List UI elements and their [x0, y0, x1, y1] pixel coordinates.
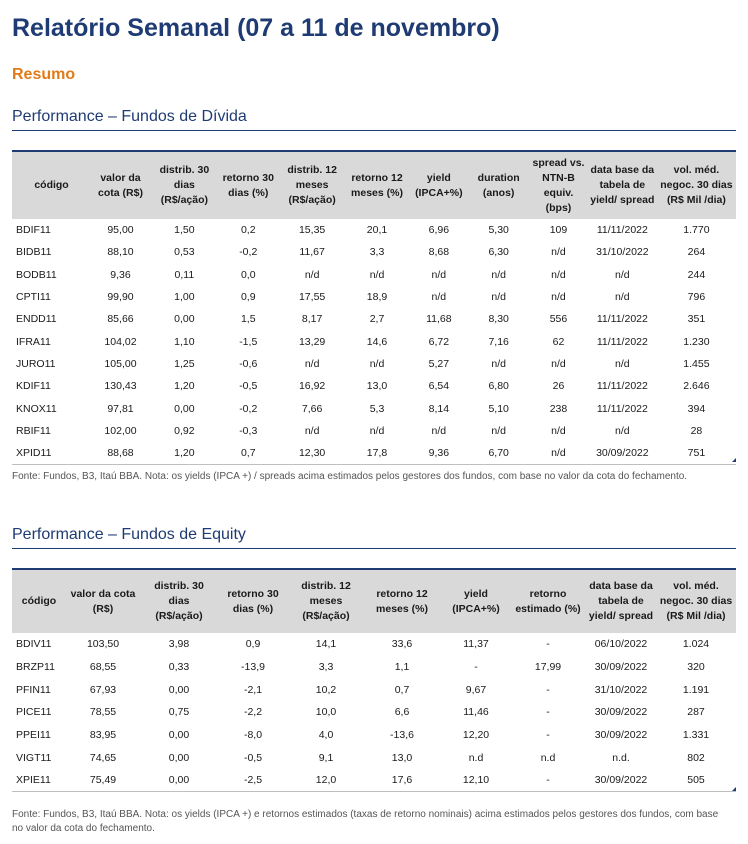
table-cell: 5,30	[488, 224, 509, 237]
fund-code-cell: BDIF11	[16, 224, 51, 237]
debt-section-title: Performance – Fundos de Dívida	[12, 108, 247, 125]
table-cell: 6,80	[488, 380, 509, 393]
table-cell: 30/09/2022	[594, 661, 648, 674]
table-cell: n/d	[491, 357, 506, 370]
table-row	[12, 442, 736, 464]
table-cell: 6,30	[488, 246, 509, 259]
table-cell: -2,2	[243, 706, 263, 719]
table-cell: 10,2	[315, 683, 337, 696]
table-cell: 31/10/2022	[594, 683, 648, 696]
table-cell: 26	[552, 380, 565, 393]
table-cell: 8,68	[428, 246, 450, 259]
table-row	[12, 769, 736, 792]
table-cell: 0,00	[174, 402, 195, 415]
table-cell: 12,0	[290, 769, 362, 792]
table-cell: 14,1	[315, 638, 337, 651]
table-cell: 0,9	[240, 291, 256, 304]
table-cell: 30/09/2022	[586, 769, 656, 792]
table-cell: 264	[687, 246, 706, 259]
fund-code-cell: BDIV11	[16, 638, 52, 651]
table-row	[12, 701, 736, 724]
table-cell: 11,68	[426, 313, 452, 326]
table-cell: -1,5	[239, 335, 258, 348]
table-cell: 0,2	[240, 224, 256, 237]
table-cell: 11,67	[299, 246, 325, 259]
table-cell: 3,98	[168, 638, 190, 651]
table-cell: -0,2	[239, 246, 258, 259]
table-cell: 1,20	[152, 442, 217, 464]
table-cell: 0,9	[245, 638, 261, 651]
table-cell: 505	[656, 769, 736, 792]
table-cell: 5,3	[369, 402, 385, 415]
table-cell: 103,50	[86, 638, 120, 651]
table-cell: n/d	[615, 268, 630, 281]
table-cell: 06/10/2022	[594, 638, 648, 651]
table-row	[12, 633, 736, 656]
table-cell: 11/11/2022	[596, 402, 648, 415]
fund-code-cell: RBIF11	[16, 424, 51, 437]
table-cell: n/d	[551, 268, 566, 281]
table-cell: 13,0	[366, 380, 388, 393]
debt-column-header: yield (IPCA+%)	[409, 151, 468, 219]
table-cell: -	[474, 661, 478, 674]
table-cell: -0,3	[239, 424, 258, 437]
table-cell: n/d	[551, 246, 566, 259]
fund-code-cell: CPTI11	[16, 291, 51, 304]
table-cell: 11,46	[463, 706, 489, 719]
debt-table-footnote: Fonte: Fundos, B3, Itaú BBA. Nota: os yields (IPCA +) / spreads acima estimados pelos gestores dos fundos, com base no valor da cota do fechamento.	[12, 471, 688, 482]
table-cell: 97,81	[107, 402, 134, 415]
table-cell: 20,1	[366, 224, 388, 237]
table-cell: -2,5	[216, 769, 290, 792]
table-cell: 0,0	[240, 268, 256, 281]
table-cell: 1.230	[683, 335, 710, 348]
debt-column-header: retorno 30 dias (%)	[217, 151, 280, 219]
table-row	[12, 678, 736, 701]
summary-heading: Resumo	[12, 66, 76, 83]
table-cell: 796	[687, 291, 706, 304]
table-cell: n/d	[529, 442, 588, 464]
table-row	[12, 656, 736, 679]
table-cell: 1,00	[174, 291, 195, 304]
table-cell: 6,54	[428, 380, 450, 393]
debt-column-header: vol. méd. negoc. 30 dias (R$ Mil /dia)	[657, 151, 736, 219]
table-row	[12, 308, 736, 330]
debt-section-rule	[12, 130, 736, 131]
table-row	[12, 330, 736, 352]
table-cell: 12,10	[442, 769, 510, 792]
equity-column-header: retorno estimado (%)	[510, 569, 586, 633]
table-cell: 1.024	[682, 638, 710, 651]
equity-column-header: yield (IPCA+%)	[442, 569, 510, 633]
equity-column-header: código	[12, 569, 64, 633]
table-cell: 351	[687, 313, 706, 326]
table-cell: 88,10	[107, 246, 134, 259]
table-cell: 17,6	[362, 769, 442, 792]
table-cell: 83,95	[89, 729, 117, 742]
table-cell: -0,5	[243, 751, 263, 764]
fund-code-cell: BIDB11	[16, 246, 52, 259]
table-cell: 1,20	[174, 380, 195, 393]
table-cell: 0,11	[174, 268, 195, 281]
corner-marker-icon	[732, 787, 736, 791]
table-cell: -13,9	[241, 661, 265, 674]
table-cell: 5,27	[428, 357, 450, 370]
table-cell: 17,55	[298, 291, 326, 304]
table-cell: 0,33	[168, 661, 190, 674]
table-row	[12, 746, 736, 769]
table-cell: 9,67	[465, 683, 487, 696]
debt-column-header: spread vs. NTN-B equiv. (bps)	[529, 151, 588, 219]
table-cell: 10,0	[315, 706, 337, 719]
fund-code-cell: KNOX11	[16, 402, 57, 415]
equity-table-footnote: Fonte: Fundos, B3, Itaú BBA. Nota: os yields (IPCA +) e retornos estimados (taxas de retorno nominais) acima estimados pelos gestores dos fundos, com base no valor da cota do fechamento.	[12, 809, 719, 834]
table-cell: 95,00	[107, 224, 134, 237]
table-cell: 6,72	[428, 335, 450, 348]
table-cell: 802	[687, 751, 705, 764]
table-cell: 0,00	[174, 313, 195, 326]
table-cell: 13,0	[391, 751, 413, 764]
equity-column-header: retorno 12 meses (%)	[362, 569, 442, 633]
table-cell: 0,53	[174, 246, 195, 259]
table-cell: 0,7	[394, 683, 410, 696]
table-cell: 88,68	[89, 442, 152, 464]
table-cell: 1.331	[682, 729, 710, 742]
table-cell: 16,92	[298, 380, 326, 393]
equity-column-header: data base da tabela de yield/ spread	[586, 569, 656, 633]
table-cell: 17,8	[345, 442, 410, 464]
table-cell: -	[546, 638, 550, 651]
table-cell: 85,66	[107, 313, 134, 326]
table-cell: 0,92	[174, 424, 195, 437]
equity-funds-table	[12, 568, 736, 792]
table-cell: -	[510, 769, 586, 792]
fund-code-cell: IFRA11	[16, 335, 51, 348]
equity-section-rule	[12, 548, 736, 549]
table-cell: n/d	[304, 424, 320, 437]
table-cell: 11/11/2022	[596, 335, 648, 348]
table-cell: 31/10/2022	[596, 246, 649, 259]
table-cell: 7,66	[301, 402, 323, 415]
table-row	[12, 241, 736, 263]
fund-code-cell: PFIN11	[16, 683, 51, 696]
table-cell: 18,9	[366, 291, 388, 304]
table-cell: n.d	[468, 751, 484, 764]
table-cell: 3,3	[369, 246, 385, 259]
table-cell: n/d	[551, 357, 566, 370]
table-cell: 1.191	[682, 683, 710, 696]
debt-column-header: código	[12, 151, 89, 219]
table-cell: -8,0	[243, 729, 263, 742]
table-cell: n/d	[491, 268, 506, 281]
table-cell: 130,43	[104, 380, 137, 393]
table-cell: 8,17	[301, 313, 323, 326]
equity-table-header-row	[12, 569, 736, 633]
page-title: Relatório Semanal (07 a 11 de novembro)	[12, 14, 500, 42]
table-cell: 13,29	[298, 335, 326, 348]
equity-column-header: vol. méd. negoc. 30 dias (R$ Mil /dia)	[656, 569, 736, 633]
table-cell: n/d	[615, 291, 630, 304]
table-cell: 17,99	[534, 661, 562, 674]
fund-code-cell: PICE11	[16, 706, 52, 719]
table-cell: 2.646	[683, 380, 710, 393]
table-cell: n/d	[551, 291, 566, 304]
table-cell: 1,25	[174, 357, 195, 370]
table-cell: 105,00	[104, 357, 137, 370]
fund-code-cell: ENDD11	[16, 313, 57, 326]
table-cell: 8,14	[428, 402, 450, 415]
table-cell: 244	[687, 268, 706, 281]
table-cell: 8,30	[488, 313, 509, 326]
equity-section-title: Performance – Fundos de Equity	[12, 526, 246, 543]
table-cell: 287	[687, 706, 705, 719]
debt-column-header: distrib. 12 meses (R$/ação)	[280, 151, 345, 219]
fund-code-cell: BRZP11	[16, 661, 55, 674]
table-cell: 75,49	[64, 769, 142, 792]
table-cell: 4,0	[318, 729, 334, 742]
debt-column-header: data base da tabela de yield/ spread	[588, 151, 657, 219]
table-cell: 6,96	[428, 224, 450, 237]
table-cell: n/d	[491, 424, 506, 437]
debt-funds-table	[12, 150, 736, 465]
table-cell: -	[546, 706, 550, 719]
equity-column-header: distrib. 12 meses (R$/ação)	[290, 569, 362, 633]
table-cell: 78,55	[89, 706, 117, 719]
table-cell: n/d	[431, 268, 447, 281]
fund-code-cell: KDIF11	[16, 380, 51, 393]
table-cell: 394	[687, 402, 706, 415]
table-cell: 1,10	[174, 335, 195, 348]
table-cell: 3,3	[318, 661, 334, 674]
table-cell: 15,35	[298, 224, 326, 237]
table-cell: 30/09/2022	[594, 729, 648, 742]
table-cell: 1.455	[683, 357, 710, 370]
table-cell: -0,5	[239, 380, 258, 393]
table-cell: -	[546, 683, 550, 696]
table-cell: 62	[552, 335, 565, 348]
table-cell: n/d	[369, 268, 385, 281]
table-cell: 6,6	[394, 706, 410, 719]
table-cell: 74,65	[89, 751, 117, 764]
table-cell: n.d	[540, 751, 556, 764]
table-cell: 5,10	[488, 402, 509, 415]
table-cell: 9,36	[110, 268, 131, 281]
equity-column-header: retorno 30 dias (%)	[216, 569, 290, 633]
table-cell: n/d	[615, 424, 630, 437]
table-cell: n/d	[369, 357, 385, 370]
table-row	[12, 724, 736, 747]
fund-code-cell: BODB11	[16, 268, 57, 281]
table-cell: 99,90	[107, 291, 134, 304]
table-cell: 11/11/2022	[596, 313, 648, 326]
table-cell: 0,7	[217, 442, 280, 464]
table-cell: 30/09/2022	[594, 706, 648, 719]
table-row	[12, 286, 736, 308]
table-row	[12, 264, 736, 286]
table-cell: 14,6	[366, 335, 388, 348]
fund-code-cell: XPID11	[12, 442, 89, 464]
table-cell: 30/09/2022	[588, 442, 657, 464]
table-cell: 2,7	[369, 313, 385, 326]
corner-marker-icon	[732, 458, 736, 462]
table-cell: 6,70	[468, 442, 529, 464]
table-cell: n/d	[491, 291, 506, 304]
table-row	[12, 219, 736, 241]
table-cell: 102,00	[104, 424, 137, 437]
table-cell: 9,36	[409, 442, 468, 464]
table-cell: 68,55	[89, 661, 117, 674]
table-cell: 320	[687, 661, 705, 674]
table-row	[12, 353, 736, 375]
table-cell: 33,6	[391, 638, 413, 651]
table-cell: n/d	[304, 268, 320, 281]
table-cell: 12,20	[462, 729, 490, 742]
table-cell: 1,5	[240, 313, 256, 326]
table-cell: -	[546, 729, 550, 742]
table-cell: n.d.	[612, 751, 630, 764]
fund-code-cell: VIGT11	[16, 751, 52, 764]
table-cell: n/d	[431, 291, 447, 304]
table-row	[12, 420, 736, 442]
table-cell: 11/11/2022	[596, 224, 648, 237]
table-cell: 0,00	[168, 729, 190, 742]
debt-column-header: duration (anos)	[468, 151, 529, 219]
table-cell: n/d	[551, 424, 566, 437]
fund-code-cell: XPIE11	[12, 769, 64, 792]
table-cell: 0,00	[142, 769, 216, 792]
table-cell: 104,02	[104, 335, 137, 348]
table-cell: 0,00	[168, 683, 190, 696]
table-cell: 751	[657, 442, 736, 464]
debt-column-header: retorno 12 meses (%)	[345, 151, 410, 219]
table-cell: 12,30	[280, 442, 345, 464]
debt-column-header: valor da cota (R$)	[89, 151, 152, 219]
table-cell: 1,50	[174, 224, 195, 237]
fund-code-cell: PPEI11	[16, 729, 51, 742]
table-cell: 0,00	[168, 751, 190, 764]
table-cell: -2,1	[243, 683, 263, 696]
table-cell: 1,1	[394, 661, 410, 674]
table-cell: n/d	[615, 357, 630, 370]
table-cell: 556	[549, 313, 568, 326]
table-cell: n/d	[369, 424, 385, 437]
fund-code-cell: JURO11	[16, 357, 56, 370]
table-row	[12, 375, 736, 397]
debt-column-header: distrib. 30 dias (R$/ação)	[152, 151, 217, 219]
table-cell: 109	[549, 224, 568, 237]
table-cell: -0,2	[239, 402, 258, 415]
table-cell: 0,75	[168, 706, 190, 719]
table-cell: -0,6	[239, 357, 258, 370]
equity-column-header: distrib. 30 dias (R$/ação)	[142, 569, 216, 633]
equity-column-header: valor da cota (R$)	[64, 569, 142, 633]
table-cell: 11,37	[463, 638, 489, 651]
table-cell: 238	[549, 402, 568, 415]
table-cell: 1.770	[683, 224, 710, 237]
table-cell: 7,16	[488, 335, 509, 348]
table-row	[12, 397, 736, 419]
table-cell: 28	[690, 424, 703, 437]
table-cell: 9,1	[318, 751, 334, 764]
table-cell: 67,93	[89, 683, 117, 696]
table-cell: n/d	[304, 357, 320, 370]
table-cell: n/d	[431, 424, 447, 437]
table-cell: -13,6	[390, 729, 414, 742]
debt-table-header-row	[12, 151, 736, 219]
table-cell: 11/11/2022	[596, 380, 648, 393]
